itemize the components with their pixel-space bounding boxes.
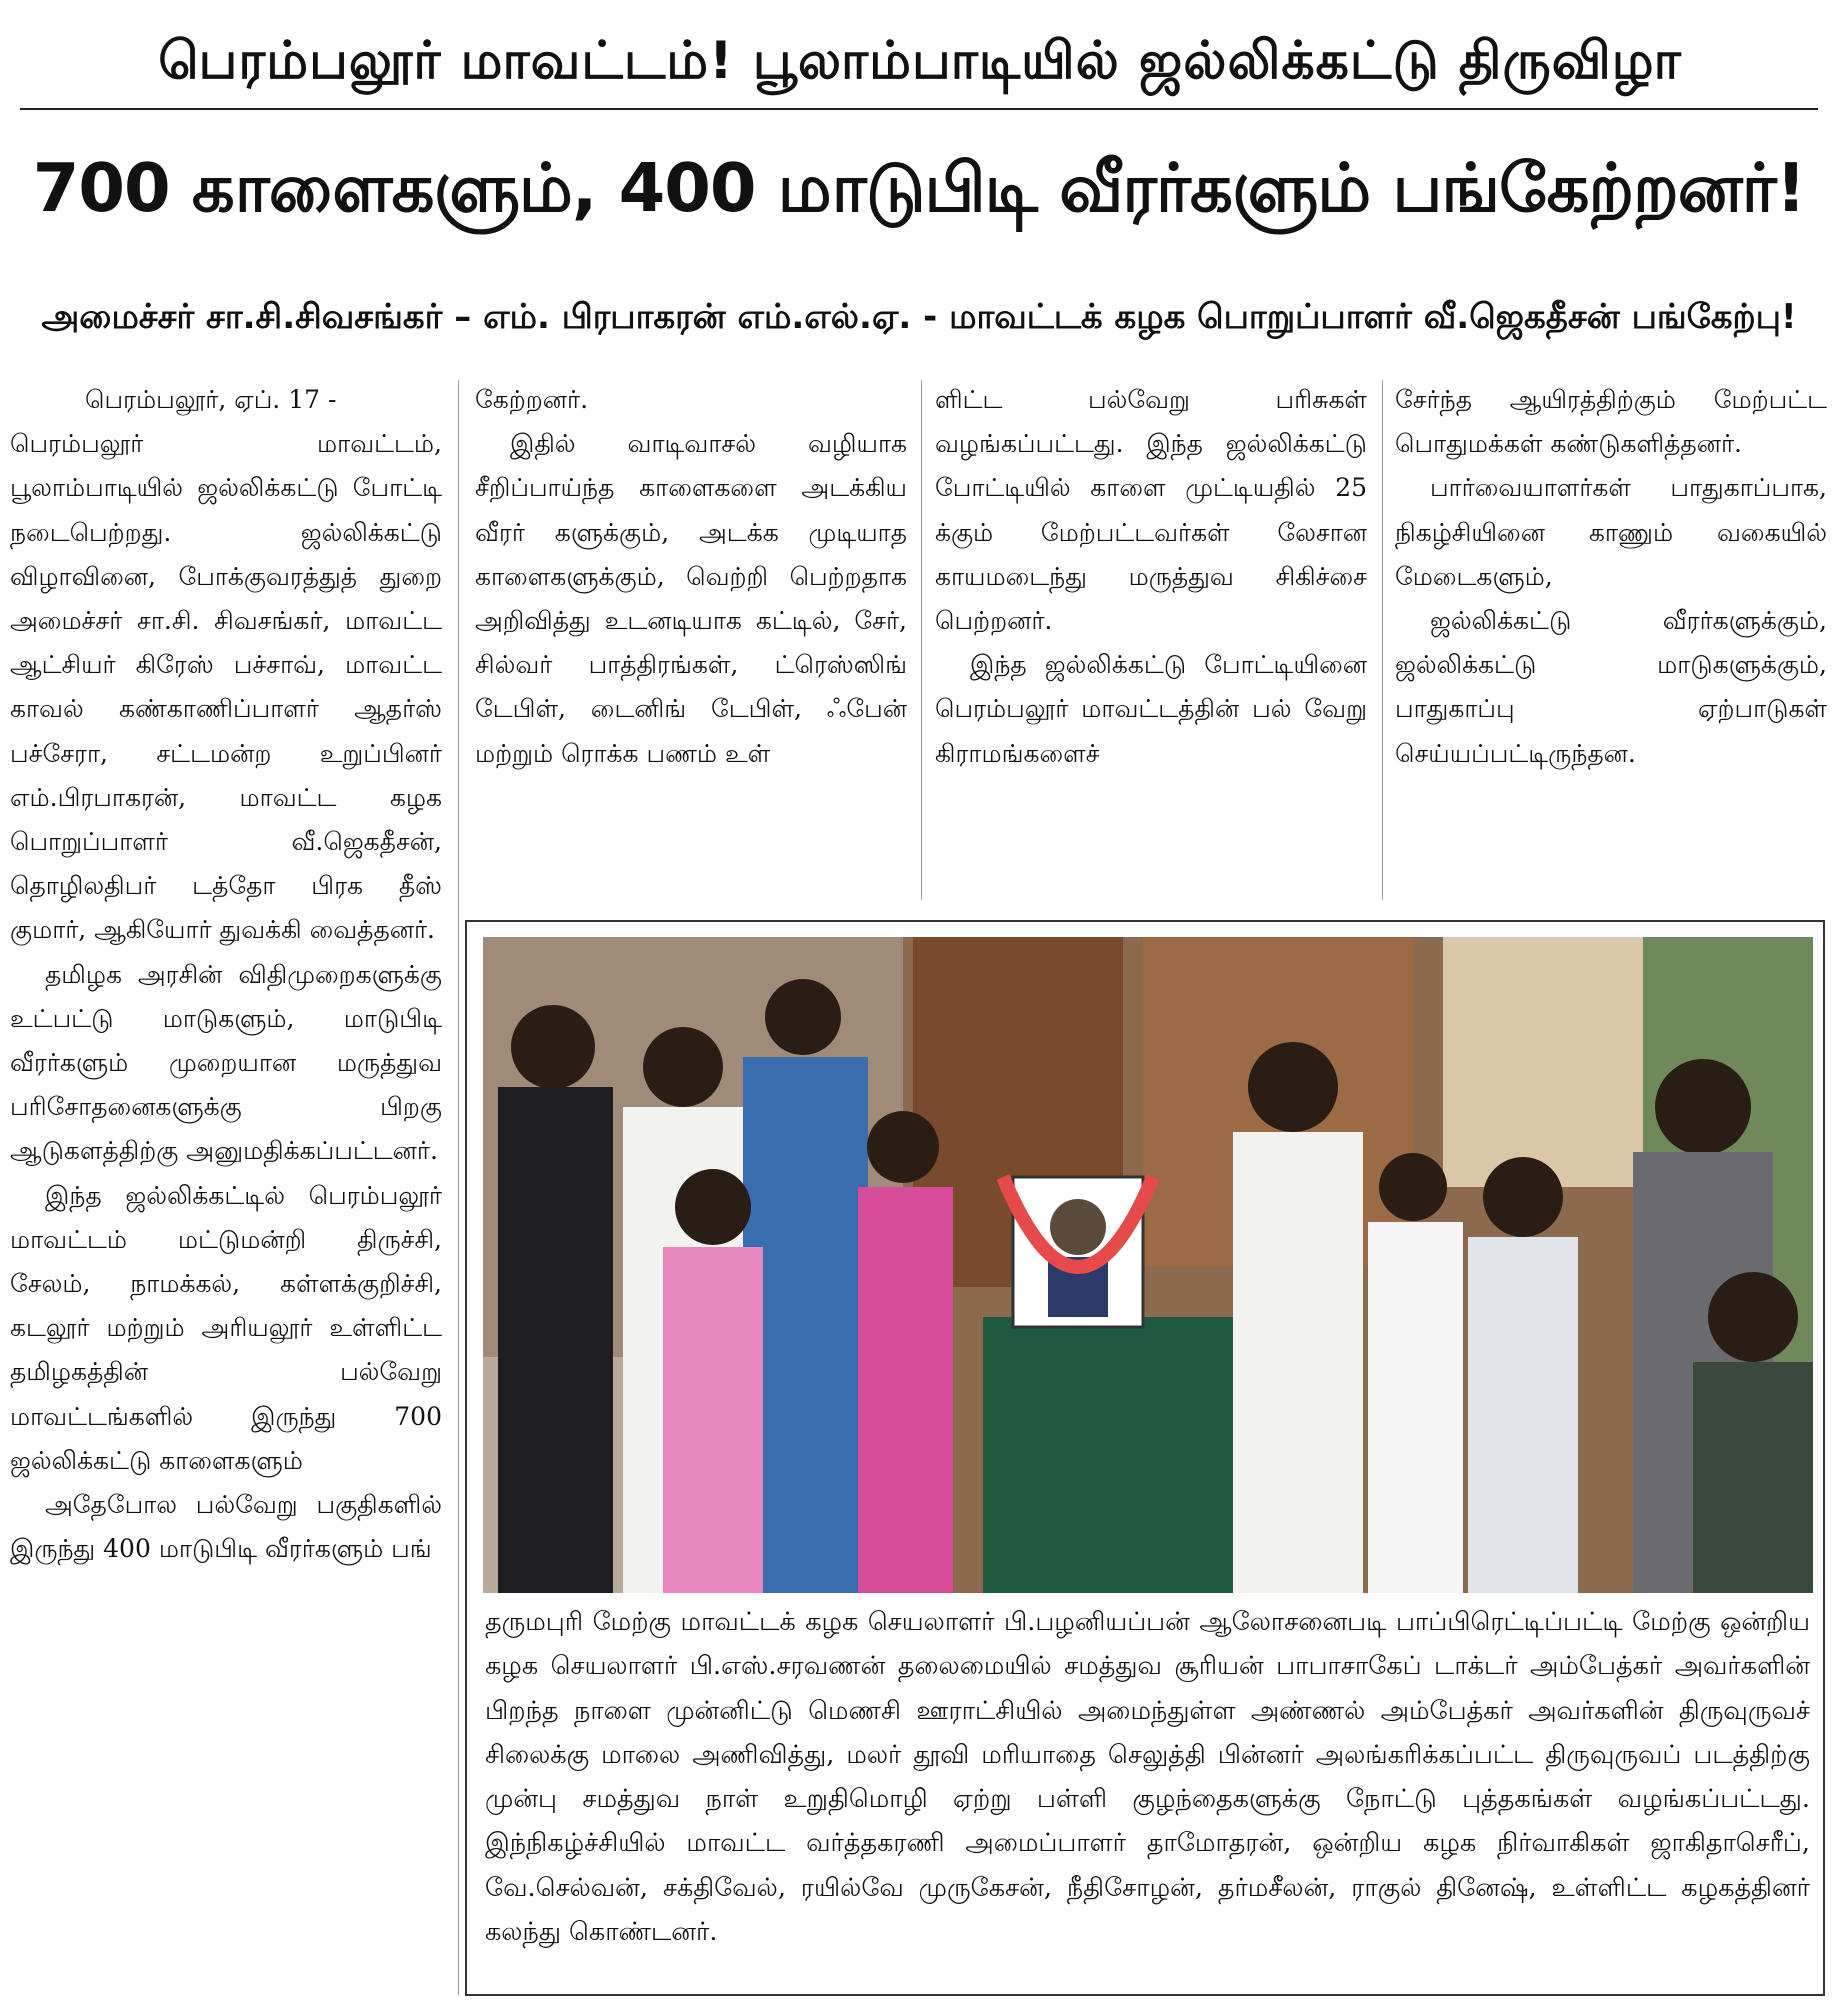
dateline: பெரம்பலூர், ஏப். 17 -	[85, 385, 337, 414]
article-paragraph: ளிட்ட பல்வேறு பரிசுகள் வழங்கப்பட்டது. இந்த ஜல்லிக்கட்டு போட்டியில் காளை முட்டியதில் 25 க்கும் மேற்பட்டவர்கள் லேசான காயமடைந்து மருத்துவ சிகிச்சை பெற்றனர்.	[935, 385, 1367, 636]
article-paragraph: இந்த ஜல்லிக்கட்டு போட்டியினை பெரம்பலூர் மாவட்டத்தின் பல் வேறு கிராமங்களைச்	[935, 650, 1367, 768]
column-divider	[1382, 380, 1383, 900]
kicker-headline: பெரம்பலூர் மாவட்டம்! பூலாம்பாடியில் ஜல்லிக்கட்டு திருவிழா	[158, 31, 1682, 91]
article-paragraph: அதேபோல பல்வேறு பகுதிகளில் இருந்து 400 மாடுபிடி வீரர்களும் பங்	[10, 1490, 442, 1564]
photo-caption: தருமபுரி மேற்கு மாவட்டக் கழக செயலாளர் பி.பழனியப்பன் ஆலோசனைபடி பாப்பிரெட்டிப்பட்டி மேற்கு ஒன்றிய கழக செயலாளர் பி.எஸ்.சரவணன் தலைமையில் சமத்துவ சூரியன் பாபாசாகேப் டாக்டர் அம்பேத்கர் அவர்களின் பிறந்த நாளை முன்னிட்டு மெணசி ஊராட்சியில் அமைந்துள்ள அண்ணல் அம்பேத்கர் அவர்களின் திருவுருவச் சிலைக்கு மாலை அணிவித்து, மலர் தூவி மரியாதை செலுத்தி பின்னர் அலங்கரிக்கப்பட்ட திருவுருவப் படத்திற்கு முன்பு சமத்துவ நாள் உறுதிமொழி ஏற்று பள்ளி குழந்தைகளுக்கு நோட்டு புத்தகங்கள் வழங்கப்பட்டது. இந்நிகழ்ச்சியில் மாவட்ட வர்த்தகரணி அமைப்பாளர் தாமோதரன், ஒன்றிய கழக நிர்வாகிகள் ஜாகிதாசெரீப், வே.செல்வன், சக்திவேல், ரயில்வே முருகேசன், நீதிசோழன், தர்மசீலன், ராகுல் தினேஷ், உள்ளிட்ட கழகத்தினர் கலந்து கொண்டனர்.	[485, 1607, 1810, 1948]
news-photo-illustration	[483, 937, 1813, 1593]
subheadline: அமைச்சர் சா.சி.சிவசங்கர் – எம். பிரபாகரன் எம்.எல்.ஏ. - மாவட்டக் கழக பொறுப்பாளர் வீ.ஜெகதீசன் பங்கேற்பு!	[41, 297, 1797, 337]
article-paragraph: இந்த ஜல்லிக்கட்டில் பெரம்பலூர் மாவட்டம் மட்டுமன்றி திருச்சி, சேலம், நாமக்கல், கள்ளக்குறிச்சி, கடலூர் மற்றும் அரியலூர் உள்ளிட்ட தமிழகத்தின் பல்வேறு மாவட்டங்களில் இருந்து 700 ஜல்லிக்கட்டு காளைகளும்	[10, 1180, 442, 1475]
article-column-1	[10, 378, 442, 1998]
article-paragraph: பெரம்பலூர் மாவட்டம், பூலாம்பாடியில் ஜல்லிக்கட்டு போட்டி நடைபெற்றது. ஜல்லிக்கட்டு விழாவினை, போக்குவரத்துத் துறை அமைச்சர் சா.சி. சிவசங்கர், மாவட்ட ஆட்சியர் கிரேஸ் பச்சாவ், மாவட்ட காவல் கண்காணிப்பாளர் ஆதர்ஸ் பச்சேரா, சட்டமன்ற உறுப்பினர் எம்.பிரபாகரன், மாவட்ட கழக பொறுப்பாளர் வீ.ஜெகதீசன், தொழிலதிபர் டத்தோ பிரக தீஸ் குமார், ஆகியோர் துவக்கி வைத்தனர்.	[10, 429, 442, 945]
article-column-2	[475, 378, 907, 898]
article-paragraph: ஜல்லிக்கட்டு வீரர்களுக்கும், ஜல்லிக்கட்டு மாடுகளுக்கும், பாதுகாப்பு ஏற்பாடுகள் செய்யப்பட்டிருந்தன.	[1395, 606, 1827, 768]
portrait-with-garland	[1003, 1177, 1153, 1327]
article-paragraph: கேற்றனர்.	[475, 385, 589, 414]
main-headline: 700 காளைகளும், 400 மாடுபிடி வீரர்களும் பங்கேற்றனர்!	[32, 149, 1806, 227]
article-paragraph: சேர்ந்த ஆயிரத்திற்கும் மேற்பட்ட பொதுமக்கள் கண்டுகளித்தனர்.	[1395, 385, 1827, 459]
article-column-3	[935, 378, 1367, 898]
article-paragraph: பார்வையாளர்கள் பாதுகாப்பாக, நிகழ்சியினை காணும் வகையில் மேடைகளும்,	[1395, 473, 1827, 591]
article-paragraph: தமிழக அரசின் விதிமுறைகளுக்கு உட்பட்டு மாடுகளும், மாடுபிடி வீரர்களும் முறையான மருத்துவ பரிசோதனைகளுக்கு பிறகு ஆடுகளத்திற்கு அனுமதிக்கப்பட்டனர்.	[10, 959, 442, 1166]
news-photo	[483, 937, 1813, 1593]
article-paragraph: இதில் வாடிவாசல் வழியாக சீறிப்பாய்ந்த காளைகளை அடக்கிய வீரர் களுக்கும், அடக்க முடியாத காளைகளுக்கும், வெற்றி பெற்றதாக அறிவித்து உடனடியாக கட்டில், சேர், சில்வர் பாத்திரங்கள், ட்ரெஸ்ஸிங் டேபிள், டைனிங் டேபிள், ஃபேன் மற்றும் ரொக்க பணம் உள்	[475, 429, 907, 768]
article-column-4	[1395, 378, 1827, 898]
column-divider	[458, 380, 459, 1995]
column-divider	[921, 380, 922, 900]
kicker-rule	[20, 108, 1818, 110]
